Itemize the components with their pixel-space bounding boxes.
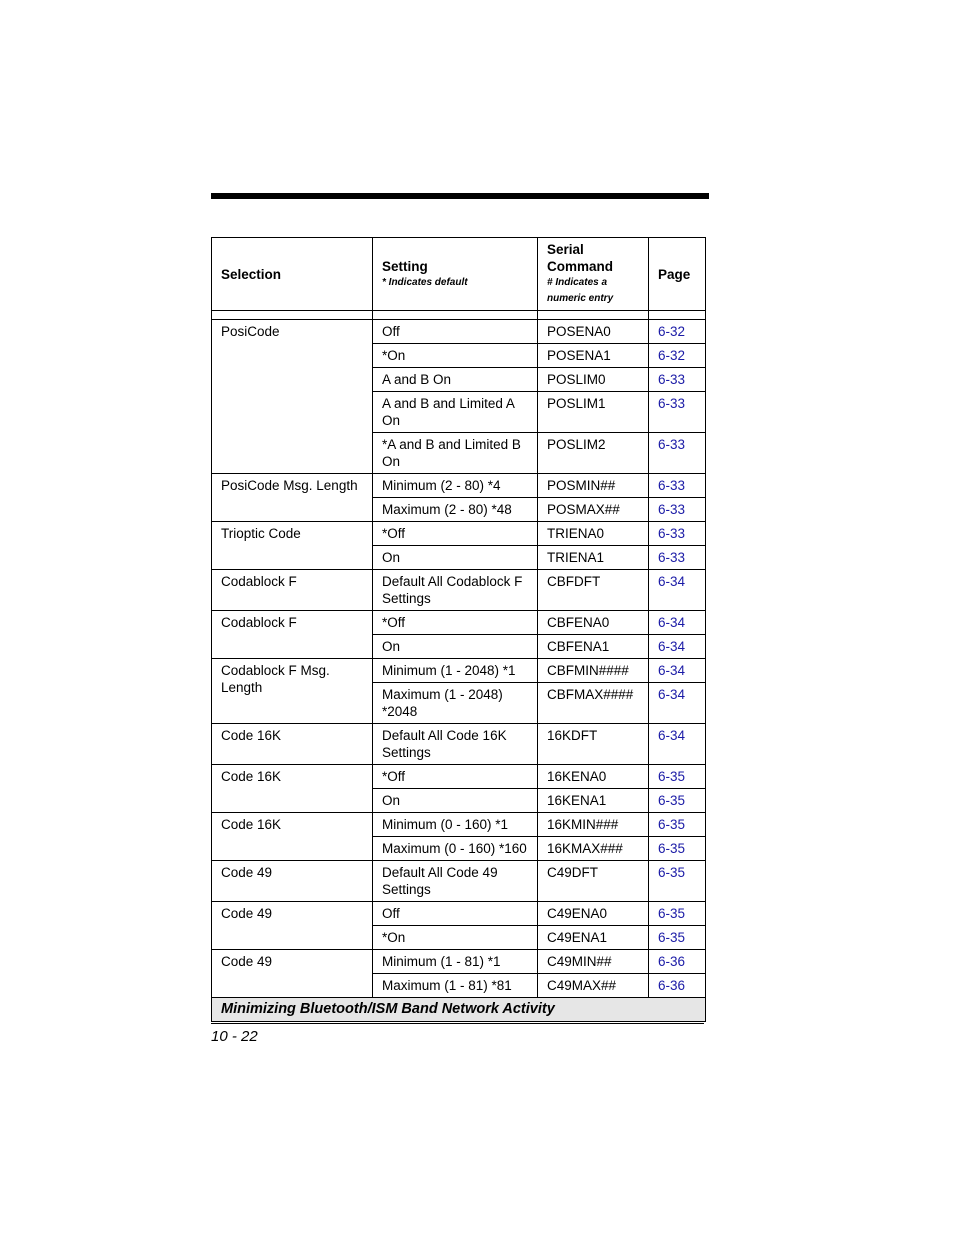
header-selection: Selection bbox=[212, 238, 373, 311]
page-link[interactable]: 6-34 bbox=[658, 574, 686, 589]
serial-command-cell: CBFDFT bbox=[538, 570, 649, 611]
table-row bbox=[212, 570, 706, 611]
setting-cell: *Off bbox=[373, 611, 538, 635]
page-link[interactable]: 6-35 bbox=[658, 906, 686, 921]
page-link[interactable]: 6-33 bbox=[658, 502, 686, 517]
setting-cell: Minimum (2 - 80) *4 bbox=[373, 474, 538, 498]
setting-cell: Default All Code 16K Settings bbox=[373, 724, 538, 765]
serial-command-cell: 16KMAX### bbox=[538, 837, 649, 861]
selection-cell: Codablock F bbox=[212, 570, 373, 611]
table-row bbox=[212, 765, 706, 789]
selection-cell: PosiCode Msg. Length bbox=[212, 474, 373, 522]
page-link[interactable]: 6-33 bbox=[658, 396, 686, 411]
setting-cell: *A and B and Limited B On bbox=[373, 433, 538, 474]
header-setting-label: Setting bbox=[382, 258, 428, 274]
table-row bbox=[212, 659, 706, 683]
selection-cell: Code 16K bbox=[212, 813, 373, 861]
page-link[interactable]: 6-35 bbox=[658, 793, 686, 808]
serial-command-cell: 16KDFT bbox=[538, 724, 649, 765]
page-cell bbox=[649, 683, 706, 724]
selection-cell: Code 49 bbox=[212, 950, 373, 998]
setting-cell: Default All Code 49 Settings bbox=[373, 861, 538, 902]
header-setting-note: * Indicates default bbox=[382, 276, 468, 288]
serial-command-cell: TRIENA1 bbox=[538, 546, 649, 570]
page-cell bbox=[649, 392, 706, 433]
serial-command-cell: POSLIM2 bbox=[538, 433, 649, 474]
setting-cell: Maximum (2 - 80) *48 bbox=[373, 498, 538, 522]
page-cell bbox=[649, 611, 706, 635]
setting-cell: Minimum (0 - 160) *1 bbox=[373, 813, 538, 837]
selection-cell: Codablock F bbox=[212, 611, 373, 659]
page-link[interactable]: 6-35 bbox=[658, 841, 686, 856]
page-cell bbox=[649, 498, 706, 522]
header-serial-note: # Indicates a numeric entry bbox=[547, 277, 614, 304]
setting-cell: Default All Codablock F Settings bbox=[373, 570, 538, 611]
page-cell bbox=[649, 474, 706, 498]
serial-command-cell: TRIENA0 bbox=[538, 522, 649, 546]
setting-cell: Off bbox=[373, 320, 538, 344]
serial-command-cell: POSENA0 bbox=[538, 320, 649, 344]
serial-command-cell: POSLIM1 bbox=[538, 392, 649, 433]
page-link[interactable]: 6-35 bbox=[658, 769, 686, 784]
setting-cell: *Off bbox=[373, 765, 538, 789]
table-row bbox=[212, 522, 706, 546]
setting-cell: *On bbox=[373, 344, 538, 368]
page-cell bbox=[649, 659, 706, 683]
selection-cell: Trioptic Code bbox=[212, 522, 373, 570]
header-setting bbox=[373, 238, 538, 311]
setting-cell: On bbox=[373, 546, 538, 570]
page-link[interactable]: 6-34 bbox=[658, 615, 686, 630]
serial-command-cell: POSENA1 bbox=[538, 344, 649, 368]
header-spacer bbox=[212, 311, 706, 320]
page-link[interactable]: 6-35 bbox=[658, 817, 686, 832]
serial-command-cell: POSMAX## bbox=[538, 498, 649, 522]
section-row bbox=[212, 998, 706, 1022]
table-row bbox=[212, 950, 706, 974]
serial-command-cell: C49DFT bbox=[538, 861, 649, 902]
page-link[interactable]: 6-35 bbox=[658, 865, 686, 880]
selection-cell: Code 16K bbox=[212, 765, 373, 813]
table-row bbox=[212, 902, 706, 926]
page-cell bbox=[649, 765, 706, 789]
setting-cell: *Off bbox=[373, 522, 538, 546]
serial-command-cell: C49ENA0 bbox=[538, 902, 649, 926]
page-cell bbox=[649, 789, 706, 813]
serial-command-cell: CBFENA1 bbox=[538, 635, 649, 659]
command-table bbox=[211, 237, 706, 1022]
serial-command-cell: CBFENA0 bbox=[538, 611, 649, 635]
page-link[interactable]: 6-34 bbox=[658, 687, 686, 702]
page-cell bbox=[649, 433, 706, 474]
serial-command-cell: C49ENA1 bbox=[538, 926, 649, 950]
page-link[interactable]: 6-36 bbox=[658, 978, 686, 993]
setting-cell: On bbox=[373, 789, 538, 813]
page-link[interactable]: 6-33 bbox=[658, 550, 686, 565]
page-cell bbox=[649, 570, 706, 611]
selection-cell: PosiCode bbox=[212, 320, 373, 474]
page-cell bbox=[649, 813, 706, 837]
selection-cell: Code 49 bbox=[212, 861, 373, 902]
page-link[interactable]: 6-33 bbox=[658, 478, 686, 493]
page-link[interactable]: 6-36 bbox=[658, 954, 686, 969]
serial-command-cell: POSLIM0 bbox=[538, 368, 649, 392]
section-title: Minimizing Bluetooth/ISM Band Network Activity bbox=[212, 998, 706, 1022]
page-link[interactable]: 6-34 bbox=[658, 728, 686, 743]
table-row bbox=[212, 861, 706, 902]
page-cell bbox=[649, 974, 706, 998]
page-link[interactable]: 6-32 bbox=[658, 324, 686, 339]
selection-cell: Code 49 bbox=[212, 902, 373, 950]
page-cell bbox=[649, 902, 706, 926]
page-number: 10 - 22 bbox=[211, 1028, 258, 1045]
page-link[interactable]: 6-34 bbox=[658, 663, 686, 678]
page-cell bbox=[649, 861, 706, 902]
top-rule bbox=[211, 193, 709, 199]
table-row bbox=[212, 611, 706, 635]
setting-cell: A and B On bbox=[373, 368, 538, 392]
header-page: Page bbox=[649, 238, 706, 311]
table-row bbox=[212, 724, 706, 765]
page-cell bbox=[649, 368, 706, 392]
selection-cell: Code 16K bbox=[212, 724, 373, 765]
serial-command-cell: 16KENA1 bbox=[538, 789, 649, 813]
serial-command-cell: C49MIN## bbox=[538, 950, 649, 974]
serial-command-cell: C49MAX## bbox=[538, 974, 649, 998]
page-cell bbox=[649, 837, 706, 861]
selection-cell: Codablock F Msg. Length bbox=[212, 659, 373, 724]
table-row bbox=[212, 320, 706, 344]
header-serial bbox=[538, 238, 649, 311]
setting-cell: Maximum (1 - 2048) *2048 bbox=[373, 683, 538, 724]
page-link[interactable]: 6-33 bbox=[658, 437, 686, 452]
page-link[interactable]: 6-33 bbox=[658, 526, 686, 541]
page-cell bbox=[649, 320, 706, 344]
serial-command-cell: CBFMIN#### bbox=[538, 659, 649, 683]
page-cell bbox=[649, 635, 706, 659]
serial-command-cell: POSMIN## bbox=[538, 474, 649, 498]
page-cell bbox=[649, 546, 706, 570]
setting-cell: Off bbox=[373, 902, 538, 926]
setting-cell: Minimum (1 - 2048) *1 bbox=[373, 659, 538, 683]
setting-cell: *On bbox=[373, 926, 538, 950]
setting-cell: Minimum (1 - 81) *1 bbox=[373, 950, 538, 974]
header-serial-label: Serial Command bbox=[547, 242, 614, 274]
page-link[interactable]: 6-35 bbox=[658, 930, 686, 945]
page-link[interactable]: 6-34 bbox=[658, 639, 686, 654]
serial-command-cell: 16KENA0 bbox=[538, 765, 649, 789]
page-cell bbox=[649, 950, 706, 974]
page-link[interactable]: 6-33 bbox=[658, 372, 686, 387]
page-link[interactable]: 6-32 bbox=[658, 348, 686, 363]
table-row bbox=[212, 474, 706, 498]
table-row bbox=[212, 813, 706, 837]
setting-cell: On bbox=[373, 635, 538, 659]
page-cell bbox=[649, 724, 706, 765]
bottom-rule bbox=[211, 1023, 704, 1024]
setting-cell: Maximum (1 - 81) *81 bbox=[373, 974, 538, 998]
page-cell bbox=[649, 926, 706, 950]
serial-command-cell: CBFMAX#### bbox=[538, 683, 649, 724]
page-cell bbox=[649, 344, 706, 368]
table-header bbox=[212, 238, 706, 311]
serial-command-cell: 16KMIN### bbox=[538, 813, 649, 837]
page-cell bbox=[649, 522, 706, 546]
table-body bbox=[212, 320, 706, 998]
setting-cell: A and B and Limited A On bbox=[373, 392, 538, 433]
setting-cell: Maximum (0 - 160) *160 bbox=[373, 837, 538, 861]
